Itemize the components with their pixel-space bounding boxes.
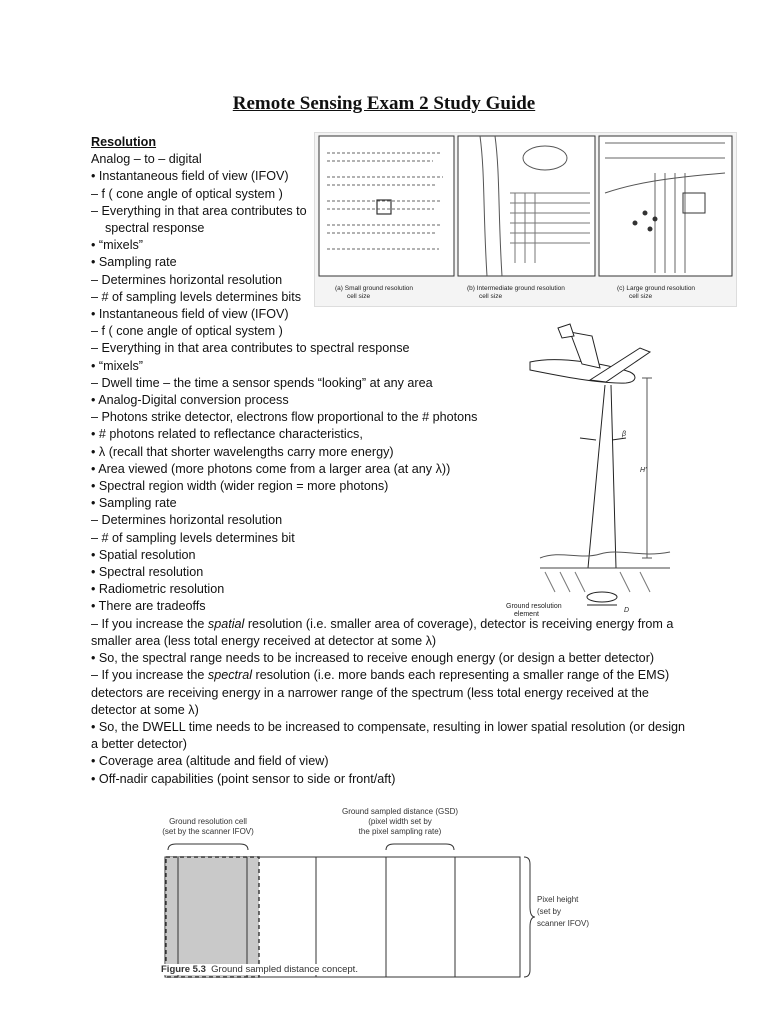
text-line: • “mixels” [91,358,143,373]
cell-label-2: (set by the scanner IFOV) [162,827,254,836]
d-label: D [624,607,630,614]
text-line: • # photons related to reflectance characteristics, [91,427,363,442]
figure-caption: Figure 5.3 Ground sampled distance concept. [161,964,358,975]
aircraft-illustration [500,310,680,622]
text-line: – Determines horizontal resolution [91,513,283,528]
text-line: – f ( cone angle of optical system ) [91,186,283,201]
text-line: – Dwell time – the time a sensor spends “looking” at any area [91,375,433,390]
text-line: • There are tradeoffs [91,599,206,614]
paragraph-dwell-time: • So, the DWELL time needs to be increased to compensate, resulting in lower spatial resolution (or design a better detector) [91,719,686,752]
text-line: – Everything in that area contributes to [91,203,307,218]
caption-large-cell-2: cell size [629,293,653,300]
element-label: Ground resolution [506,603,562,610]
text-line: – Determines horizontal resolution [91,272,283,287]
caption-small-cell-2: cell size [347,293,371,300]
text-line: – # of sampling levels determines bits [91,289,301,304]
angle-label: β [622,431,626,438]
text-line: • λ (recall that shorter wavelengths carry more energy) [91,444,394,459]
caption-intermediate-cell: (b) Intermediate ground resolution [467,285,565,292]
text-line: • Instantaneous field of view (IFOV) [91,169,289,184]
ground-resolution-illustration [315,133,736,306]
pixel-height-label-2: (set by [537,907,562,916]
aircraft-ifov-figure [500,310,680,622]
text-line: – Photons strike detector, electrons flow proportional to the # photons [91,410,478,425]
text-line: • Coverage area (altitude and field of view) [91,754,329,769]
ground-resolution-figure [314,132,737,307]
paragraph-spatial-tradeoff: – If you increase the spatial resolution (i.e. smaller area of coverage), detector is receiving energy from a smaller area (less total energy received at detector at some λ) [91,616,674,648]
height-label: H' [640,467,647,474]
paragraph-spectral-range: • So, the spectral range needs to be increased to receive enough energy (or design a better detector) [91,651,655,666]
text-line: • Off-nadir capabilities (point sensor to side or front/aft) [91,771,396,786]
caption-intermediate-cell-2: cell size [479,293,503,300]
text-line: • Spatial resolution [91,547,196,562]
text-line: • Instantaneous field of view (IFOV) [91,307,289,322]
text-line: • Area viewed (more photons come from a larger area (at any λ)) [91,461,451,476]
text-line: • Radiometric resolution [91,582,225,597]
gsd-label-3: the pixel sampling rate) [358,827,442,836]
pixel-height-label: Pixel height [537,895,579,904]
text-line: • “mixels” [91,238,143,253]
gsd-figure [150,802,620,982]
text-line: – f ( cone angle of optical system ) [91,324,283,339]
gsd-label-2: (pixel width set by [368,817,432,826]
paragraph-spectral-tradeoff: – If you increase the spectral resolution (i.e. more bands each representing a smaller range of the EMS) detectors are receiving energy in a narrower range of the spectrum (less total energy received at the detector at some λ) [91,668,670,717]
text-line: Analog – to – digital [91,152,202,167]
text-line: • Spectral region width (wider region = more photons) [91,479,389,494]
cell-label: Ground resolution cell [169,817,247,826]
caption-large-cell: (c) Large ground resolution [617,285,696,292]
gsd-label: Ground sampled distance (GSD) [341,807,459,816]
text-line: • Sampling rate [91,255,177,270]
text-line: – # of sampling levels determines bit [91,530,295,545]
text-line: spectral response [105,221,205,236]
page-title: Remote Sensing Exam 2 Study Guide [232,93,536,114]
shaded-cell [166,857,259,977]
text-line: • Spectral resolution [91,565,204,580]
gsd-illustration [150,802,620,982]
text-line: • Analog-Digital conversion process [91,393,289,408]
pixel-height-label-3: scanner IFOV) [537,919,590,928]
caption-small-cell: (a) Small ground resolution [335,285,414,292]
text-line: – Everything in that area contributes to spectral response [91,341,410,356]
section-heading: Resolution [91,135,157,149]
element-label-2: element [514,611,539,618]
text-line: • Sampling rate [91,496,177,511]
